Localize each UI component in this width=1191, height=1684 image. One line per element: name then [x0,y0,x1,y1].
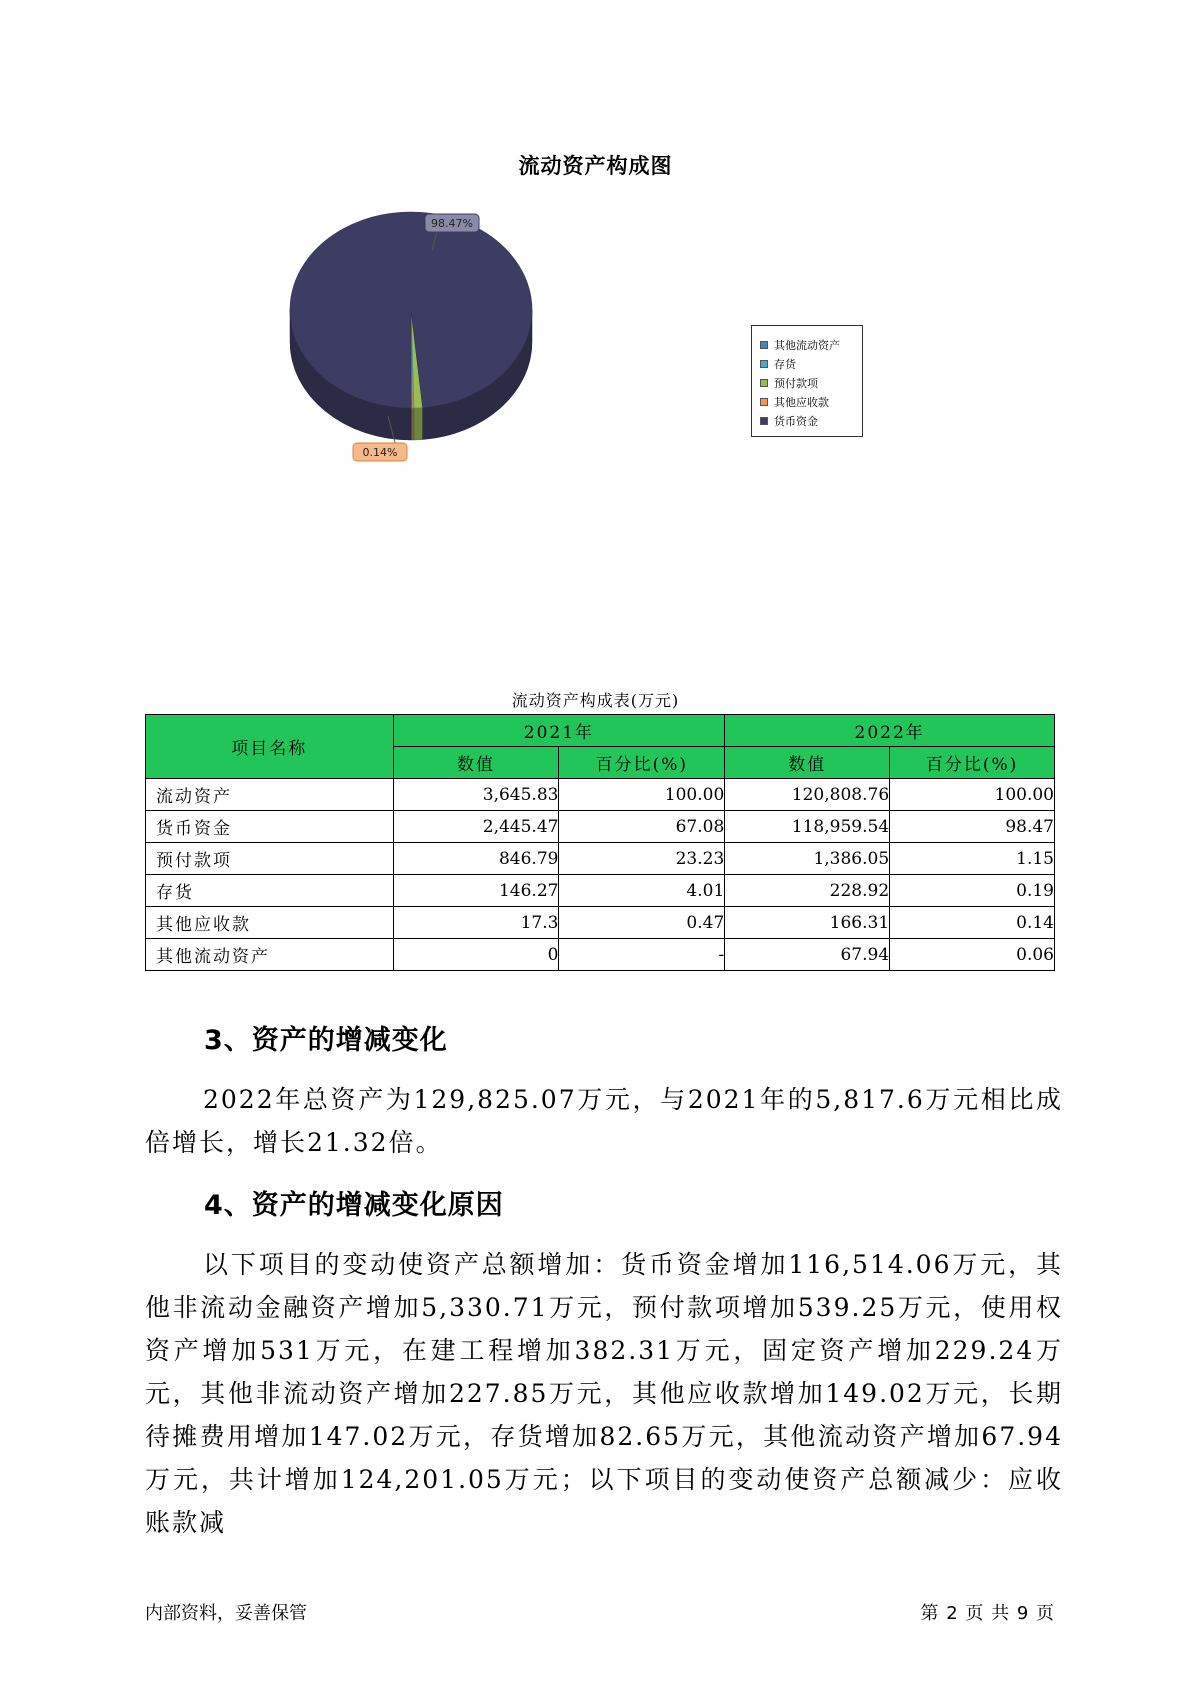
legend-item [760,411,862,430]
legend-swatch [760,341,768,349]
legend-label: 其他流动资产 [774,338,840,352]
header-value-2022: 数值 [725,747,890,779]
row-name: 其他流动资产 [146,939,394,971]
header-year-2021: 2021年 [393,715,725,747]
pct-2022: 0.14 [890,907,1055,939]
pie-slice-side-预付款项 [414,408,423,440]
table-row [146,875,1055,907]
section-4-paragraph: 以下项目的变动使资产总额增加：货币资金增加116,514.06万元，其他非流动金融资产增加5,330.71万元，预付款项增加539.25万元，使用权资产增加531万元，在建工程增加382.31万元，固定资产增加229.24万元，其他非流动资产增加227.85万元，其他应收款增加149.02万元，长期待摊费用增加147.02万元，存货增加82.65万元，其他流动资产增加67.94万元，共计增加124,201.05万元；以下项目的变动使资产总额减少：应收账款减 [145,1250,1063,1537]
legend-label: 存货 [774,357,796,371]
value-2022: 120,808.76 [725,779,890,811]
pct-2022: 98.47 [890,811,1055,843]
header-value-2021: 数值 [393,747,559,779]
legend-swatch [760,379,768,387]
row-name: 其他应收款 [146,907,394,939]
section-3-paragraph: 2022年总资产为129,825.07万元，与2021年的5,817.6万元相比成倍增长，增长21.32倍。 [145,1085,1063,1157]
pct-2022: 100.00 [890,779,1055,811]
chart-legend [751,325,863,437]
legend-item [760,373,862,392]
footer-confidential: 内部资料，妥善保管 [145,1603,307,1624]
legend-label: 其他应收款 [774,395,829,409]
header-pct-2021: 百分比(%) [559,747,725,779]
current-assets-table [145,714,1055,971]
section-3-heading: 3、资产的增减变化 [204,1025,448,1056]
value-2022: 228.92 [725,875,890,907]
value-2021: 2,445.47 [393,811,559,843]
value-2022: 166.31 [725,907,890,939]
legend-swatch [760,360,768,368]
legend-item [760,335,862,354]
section-4-heading: 4、资产的增减变化原因 [204,1190,504,1221]
legend-item [760,392,862,411]
row-name: 预付款项 [146,843,394,875]
legend-swatch [760,417,768,425]
table-row [146,811,1055,843]
legend-swatch [760,398,768,406]
pct-2021: 4.01 [559,875,725,907]
legend-item [760,354,862,373]
header-year-2022: 2022年 [725,715,1055,747]
pie-slice-货币资金 [290,212,532,408]
row-name: 存货 [146,875,394,907]
value-2021: 0 [393,939,559,971]
row-name: 货币资金 [146,811,394,843]
table-row [146,939,1055,971]
legend-label: 货币资金 [774,414,818,428]
legend-label: 预付款项 [774,376,818,390]
value-2021: 3,645.83 [393,779,559,811]
value-2022: 67.94 [725,939,890,971]
pct-2021: 23.23 [559,843,725,875]
pct-2022: 1.15 [890,843,1055,875]
value-2022: 118,959.54 [725,811,890,843]
pct-2021: 0.47 [559,907,725,939]
header-item-name: 项目名称 [146,715,394,779]
pct-2022: 0.19 [890,875,1055,907]
chart-title: 流动资产构成图 [518,154,673,178]
header-pct-2022: 百分比(%) [890,747,1055,779]
value-2021: 17.3 [393,907,559,939]
table-row [146,843,1055,875]
pct-2022: 0.06 [890,939,1055,971]
table-row [146,907,1055,939]
value-2022: 1,386.05 [725,843,890,875]
data-label-small: 0.14% [362,446,398,459]
footer-page-number: 第 2 页 共 9 页 [920,1603,1055,1624]
pie-chart [290,200,570,459]
data-label-main: 98.47% [431,217,473,230]
value-2021: 846.79 [393,843,559,875]
pct-2021: 67.08 [559,811,725,843]
row-name: 流动资产 [146,779,394,811]
table-row [146,779,1055,811]
pct-2021: - [559,939,725,971]
value-2021: 146.27 [393,875,559,907]
pct-2021: 100.00 [559,779,725,811]
table-caption: 流动资产构成表(万元) [511,691,680,710]
